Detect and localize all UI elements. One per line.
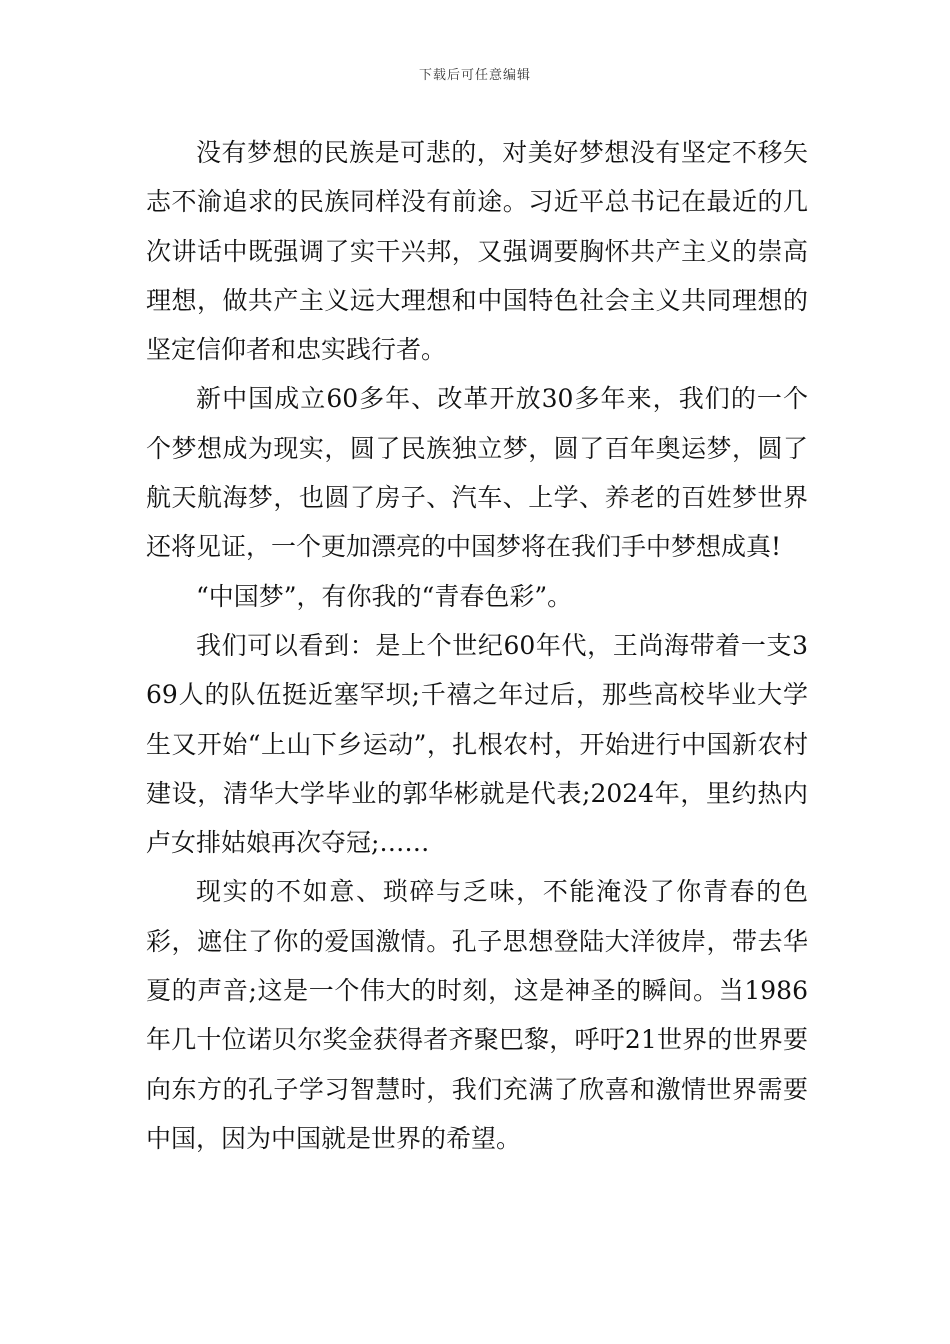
paragraph-reality: 现实的不如意、琐碎与乏味，不能淹没了你青春的色彩，遮住了你的爱国激情。孔子思想登陆大洋彼岸，带去华夏的声音;这是一个伟大的时刻，这是神圣的瞬间。当1986年几十位诺贝尔奖金获得者齐聚巴黎，呼吁21世界的世界要向东方的孔子学习智慧时，我们充满了欣喜和激情世界需要中国，因为中国就是世界的希望。	[146, 877, 808, 1153]
paragraph-we-can-see: 我们可以看到：是上个世纪60年代，王尚海带着一支369人的队伍挺近塞罕坝;千禧之年过后，那些高校毕业大学生又开始“上山下乡运动”，扎根农村，开始进行中国新农村建设，清华大学毕业的郭华彬就是代表;2024年，里约热内卢女排姑娘再次夺冠;……	[146, 630, 808, 858]
page-header-note: 下载后可任意编辑	[418, 68, 531, 83]
paragraph-youth-color: “中国梦”，有你我的“青春色彩”。	[196, 581, 573, 611]
paragraph-dream-nation: 没有梦想的民族是可悲的，对美好梦想没有坚定不移矢志不渝追求的民族同样没有前途。习近平总书记在最近的几次讲话中既强调了实干兴邦，又强调要胸怀共产主义的崇高理想，做共产主义远大理想和中国特色社会主义共同理想的坚定信仰者和忠实践行者。	[146, 138, 808, 365]
document-body	[146, 128, 808, 1163]
paragraph-new-china: 新中国成立60多年、改革开放30多年来，我们的一个个梦想成为现实，圆了民族独立梦，圆了百年奥运梦，圆了航天航海梦，也圆了房子、汽车、上学、养老的百姓梦世界还将见证，一个更加漂亮的中国梦将在我们手中梦想成真!	[146, 384, 808, 562]
